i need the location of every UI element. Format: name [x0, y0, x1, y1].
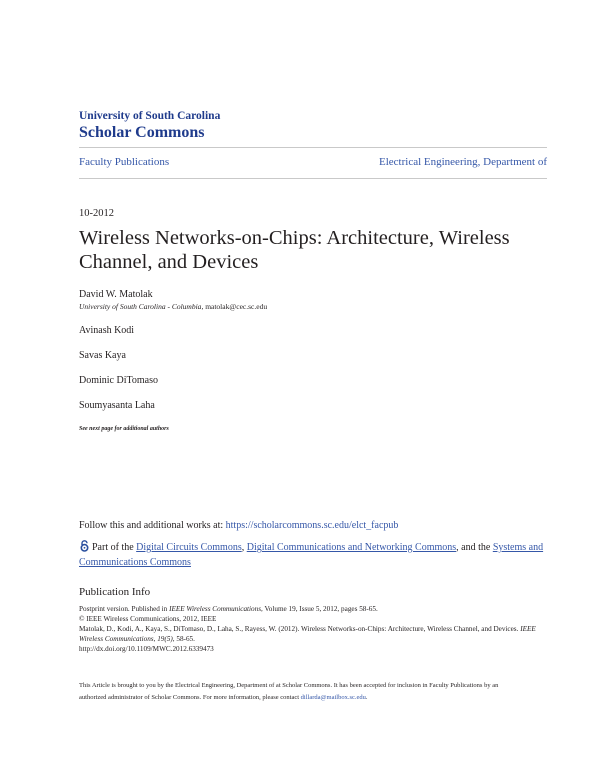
repository-footer [79, 680, 499, 704]
author-name: Dominic DiTomaso [79, 375, 159, 386]
and-the-text: , and the [456, 542, 491, 553]
author-name: David W. Matolak [79, 289, 153, 300]
publication-info-heading: Publication Info [79, 586, 151, 598]
repository-name[interactable]: Scholar Commons [79, 124, 205, 141]
footer-text: This Article is brought to you by the Electrical Engineering, Department of at Scholar Commons. It has been accepted for inclusion in Faculty Publications by an authorized administrator of Scholar Commons. For more information, please contact [79, 682, 499, 701]
author-name: Savas Kaya [79, 350, 126, 361]
see-next-page-note: See next page for additional authors [79, 426, 169, 432]
pubinfo-line2: © IEEE Wireless Communications, 2012, IEEE [79, 615, 217, 623]
divider-bottom [79, 178, 547, 179]
author-email[interactable]: matolak@cec.sc.edu [205, 302, 268, 311]
author-list [79, 289, 549, 432]
pubinfo-line1-prefix: Postprint version. Published in [79, 605, 168, 613]
pubinfo-citation [79, 624, 549, 644]
collection-url-link[interactable]: https://scholarcommons.sc.edu/elct_facpub [225, 520, 399, 531]
pubinfo-line1 [79, 604, 549, 614]
part-of-prefix: Part of the [92, 542, 134, 553]
part-of-commons: Part of the Digital Circuits Commons, Digital Communications and Networking Commons, and the Systems and Communications Commons [79, 542, 544, 568]
publication-info [79, 586, 549, 654]
follow-label: Follow this and additional works at: [79, 520, 224, 531]
author-name: Soumyasanta Laha [79, 400, 155, 411]
citation-journal: IEEE Wireless Communications, 19(5), [79, 625, 536, 643]
systems-communications-commons-link[interactable]: Systems and Communications Commons [79, 542, 544, 568]
publication-date: 10-2012 [79, 208, 114, 219]
pubinfo-journal: IEEE Wireless Communications, [169, 605, 263, 613]
department-link[interactable]: Electrical Engineering, Department of [379, 156, 547, 168]
pubinfo-line1-suffix: Volume 19, Issue 5, 2012, pages 58-65. [264, 605, 378, 613]
digital-communications-commons-link[interactable]: Digital Communications and Networking Commons [246, 542, 457, 553]
author-name: Avinash Kodi [79, 325, 135, 336]
divider-top [79, 147, 547, 148]
author-affiliation: University of South Carolina - Columbia, matolak@cec.sc.edu [79, 302, 268, 311]
university-name[interactable]: University of South Carolina [79, 110, 221, 122]
citation-text: Matolak, D., Kodi, A., Kaya, S., DiTomaso, D., Laha, S., Rayess, W. (2012). Wireless Networks-on-Chips: Architecture, Wireless Channel, and Devices. [79, 625, 519, 633]
digital-circuits-commons-link[interactable]: Digital Circuits Commons [136, 542, 242, 553]
doi-link[interactable]: http://dx.doi.org/10.1109/MWC.2012.6339473 [79, 645, 214, 653]
contact-email-link[interactable]: dillarda@mailbox.sc.edu [300, 694, 366, 701]
affiliation-text: University of South Carolina - Columbia [79, 302, 202, 311]
open-access-icon [79, 540, 90, 552]
faculty-publications-link[interactable]: Faculty Publications [79, 156, 170, 168]
footer-end: . [365, 694, 368, 701]
follow-line [79, 520, 549, 532]
article-title: Wireless Networks-on-Chips: Architecture, Wireless Channel, and Devices [79, 227, 510, 273]
repository-header [79, 110, 220, 142]
citation-pages: 58-65. [176, 635, 195, 643]
